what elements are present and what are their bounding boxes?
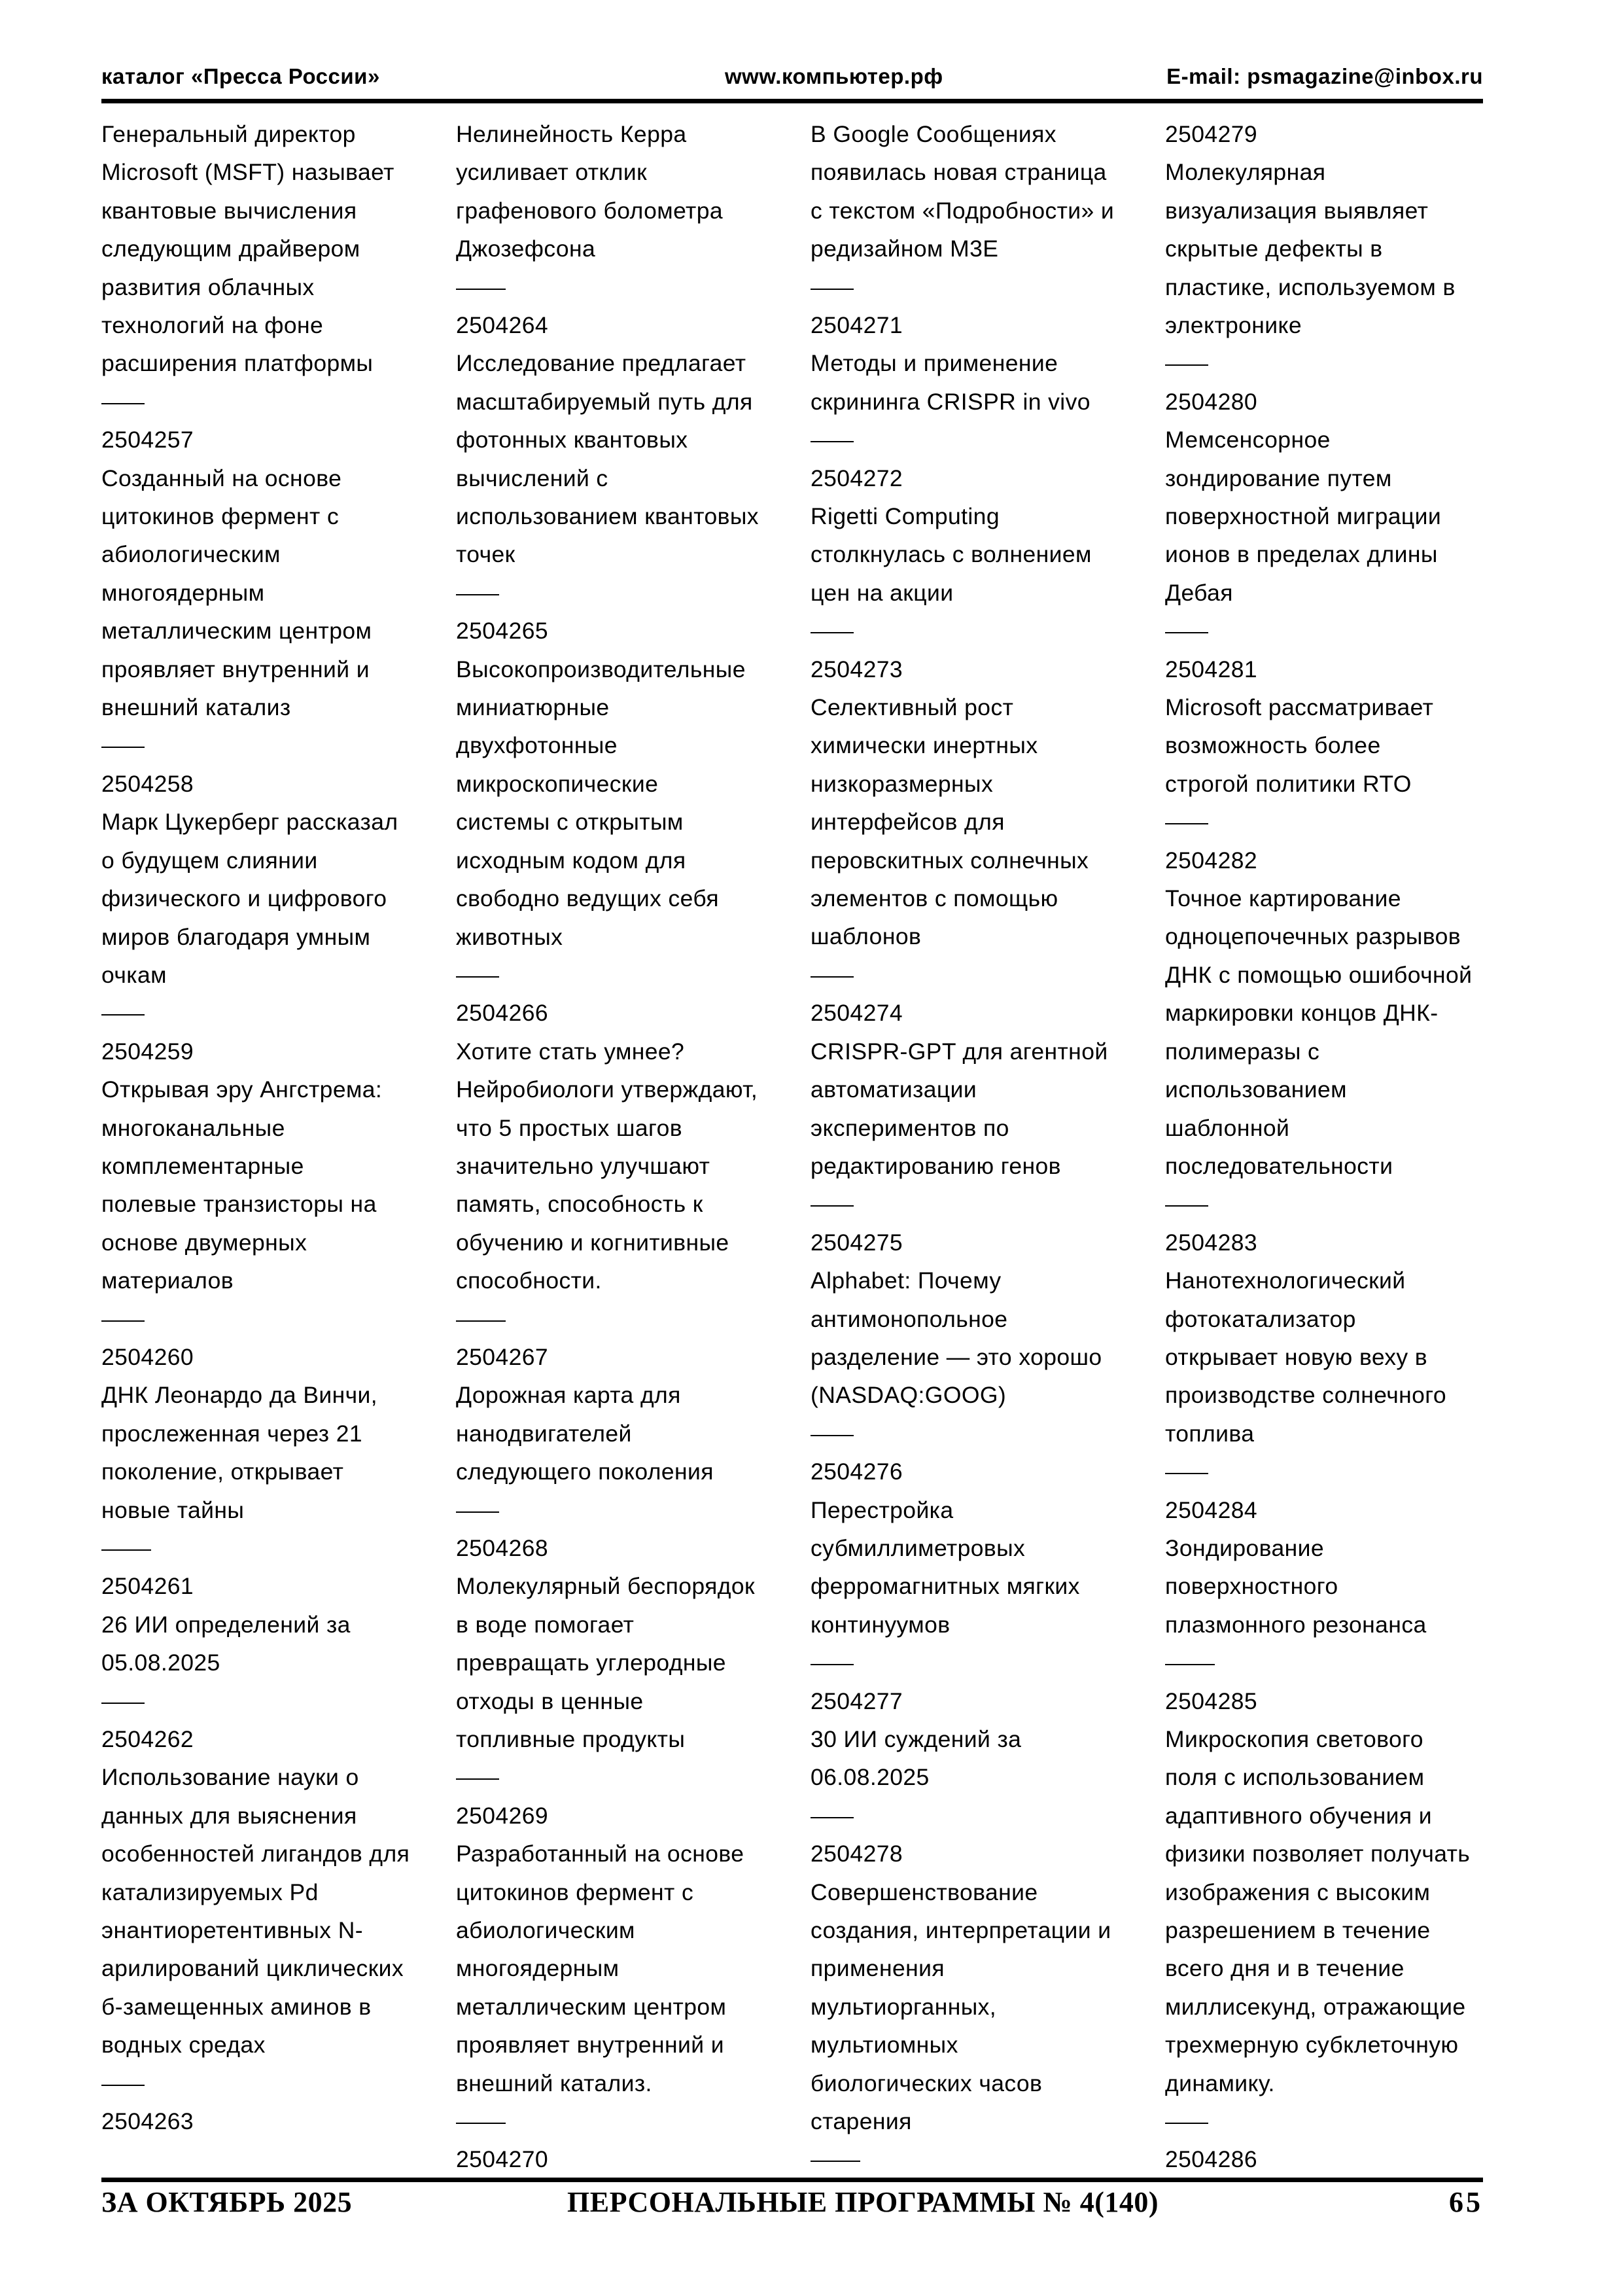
entry-title-line: (NASDAQ:GOOG) bbox=[811, 1382, 1007, 1409]
entry-separator bbox=[101, 726, 458, 764]
entry-title-line: Селективный рост bbox=[811, 694, 1014, 721]
entry-title-line: Молекулярный беспорядок bbox=[456, 1573, 755, 1600]
entry-title-line: абиологическим bbox=[101, 541, 281, 568]
column-4 bbox=[1165, 115, 1531, 2179]
entry-title-line: мультиомных bbox=[811, 2032, 958, 2058]
entry-id: 2504278 bbox=[811, 1841, 903, 1867]
entry-title-line: следующего поколения bbox=[456, 1458, 714, 1485]
entry-id: 2504269 bbox=[456, 1802, 549, 1829]
entry-id: 2504260 bbox=[101, 1343, 194, 1370]
entry-title-line: Microsoft (MSFT) называет bbox=[101, 159, 394, 186]
entry-title-line: Нанотехнологический bbox=[1165, 1267, 1406, 1294]
header-rule bbox=[101, 99, 1483, 103]
entry-title-line: двухфотонные bbox=[456, 732, 618, 759]
magazine-title: ПЕРСОНАЛЬНЫЕ ПРОГРАММЫ № 4(140) bbox=[567, 2186, 1159, 2218]
entry-title-line: цитокинов фермент с bbox=[101, 503, 340, 530]
entry-title-line: электронике bbox=[1165, 312, 1302, 339]
entry-title-line: поверхностной миграции bbox=[1165, 503, 1442, 530]
entry-id: 2504266 bbox=[456, 1000, 549, 1027]
entry-title-line: субмиллиметровых bbox=[811, 1534, 1026, 1561]
entry-separator bbox=[101, 1682, 458, 1720]
entry-title-line: Дебая bbox=[1165, 579, 1233, 606]
entry-separator bbox=[811, 421, 1167, 459]
entry-title-line: с текстом «Подробности» и bbox=[811, 197, 1115, 224]
entry-id: 2504285 bbox=[1165, 1687, 1258, 1714]
entry-id: 2504272 bbox=[811, 465, 903, 491]
entry-title-line: Microsoft рассматривает bbox=[1165, 694, 1434, 721]
entry-title-line: основе двумерных bbox=[101, 1229, 307, 1256]
entry-title-line: проявляет внутренний и bbox=[101, 656, 370, 682]
entry-separator bbox=[101, 383, 458, 421]
entry-title-line: мультиорганных, bbox=[811, 1993, 997, 2020]
entry-id: 2504261 bbox=[101, 1573, 194, 1600]
entry-title-line: Хотите стать умнее? bbox=[456, 1038, 685, 1065]
entry-title-line: маркировки концов ДНК- bbox=[1165, 1000, 1439, 1027]
entry-title-line: Alphabet: Почему bbox=[811, 1267, 1002, 1294]
entry-id: 2504259 bbox=[101, 1038, 194, 1065]
entry-title-line: открывает новую веху в bbox=[1165, 1343, 1428, 1370]
entry-separator bbox=[1165, 2102, 1531, 2140]
entry-title-line: 26 ИИ определений за bbox=[101, 1611, 351, 1638]
entry-id: 2504270 bbox=[456, 2146, 549, 2173]
entry-title-line: континуумов bbox=[811, 1611, 951, 1638]
entry-title-line: поколение, открывает bbox=[101, 1458, 344, 1485]
entry-separator bbox=[456, 1300, 812, 1338]
entry-id: 2504263 bbox=[101, 2108, 194, 2135]
entry-title-line: топлива bbox=[1165, 1420, 1255, 1447]
entry-title-line: многоядерным bbox=[101, 579, 265, 606]
entry-title-line: топливные продукты bbox=[456, 1725, 686, 1752]
entry-title-line: квантовые вычисления bbox=[101, 197, 357, 224]
entry-id: 2504262 bbox=[101, 1725, 194, 1752]
entry-title-line: цен на акции bbox=[811, 579, 954, 606]
entry-id: 2504283 bbox=[1165, 1229, 1258, 1256]
entry-id: 2504265 bbox=[456, 618, 549, 645]
entry-title-line: способности. bbox=[456, 1267, 602, 1294]
entry-title-line: поля с использованием bbox=[1165, 1764, 1425, 1791]
entry-separator bbox=[456, 574, 812, 612]
entry-title-line: 30 ИИ суждений за bbox=[811, 1725, 1022, 1752]
entry-id: 2504282 bbox=[1165, 847, 1258, 874]
entry-separator bbox=[1165, 344, 1531, 382]
entry-title-line: Марк Цукерберг рассказал bbox=[101, 809, 398, 836]
entry-title-line: динамику. bbox=[1165, 2070, 1275, 2096]
entry-title-line: зондирование путем bbox=[1165, 465, 1392, 491]
issue-month: ЗА ОКТЯБРЬ 2025 bbox=[101, 2186, 353, 2218]
entry-title-line: материалов bbox=[101, 1267, 234, 1294]
entry-title-line: свободно ведущих себя bbox=[456, 885, 719, 912]
entry-title-line: ионов в пределах длины bbox=[1165, 541, 1438, 568]
entry-id: 2504280 bbox=[1165, 388, 1258, 415]
entry-title-line: фотокатализатор bbox=[1165, 1305, 1356, 1332]
entry-title-line: экспериментов по bbox=[811, 1114, 1009, 1141]
entry-title-line: проявляет внутренний и bbox=[456, 2032, 724, 2058]
entry-separator bbox=[811, 268, 1167, 306]
entry-title-line: Микроскопия светового bbox=[1165, 1725, 1423, 1752]
entry-title-line: системы с открытым bbox=[456, 809, 684, 836]
entry-title-line: Нейробиологи утверждают, bbox=[456, 1076, 758, 1103]
entry-title-line: графенового болометра bbox=[456, 197, 723, 224]
entry-title-line: очкам bbox=[101, 961, 167, 988]
entry-title-line: скрытые дефекты в bbox=[1165, 236, 1383, 262]
entry-title-line: плазмонного резонанса bbox=[1165, 1611, 1427, 1638]
entry-title-line: Rigetti Computing bbox=[811, 503, 1000, 530]
entry-separator bbox=[456, 268, 812, 306]
entry-title-line: фотонных квантовых bbox=[456, 427, 688, 453]
entry-title-line: усиливает отклик bbox=[456, 159, 647, 186]
entry-title-line: всего дня и в течение bbox=[1165, 1955, 1405, 1982]
entry-separator bbox=[1165, 1185, 1531, 1223]
entry-separator bbox=[811, 1415, 1167, 1453]
entry-separator bbox=[456, 1758, 812, 1796]
entry-title-line: Дорожная карта для bbox=[456, 1382, 681, 1409]
entry-title-line: В Google Сообщениях bbox=[811, 121, 1056, 147]
entry-title-line: строгой политики RTO bbox=[1165, 770, 1412, 797]
entry-title-line: редизайном M3E bbox=[811, 236, 999, 262]
entry-separator bbox=[101, 1529, 458, 1567]
entry-title-line: Точное картирование bbox=[1165, 885, 1401, 912]
entry-title-line: трехмерную субклеточную bbox=[1165, 2032, 1459, 2058]
page-header bbox=[101, 64, 1483, 93]
entry-title-line: технологий на фоне bbox=[101, 312, 324, 339]
entry-title-line: столкнулась с волнением bbox=[811, 541, 1092, 568]
entry-id: 2504284 bbox=[1165, 1496, 1258, 1523]
entry-title-line: создания, интерпретации и bbox=[811, 1916, 1111, 1943]
entry-title-line: шаблонов bbox=[811, 923, 922, 950]
entry-title-line: отходы в ценные bbox=[456, 1687, 644, 1714]
entry-separator bbox=[1165, 803, 1531, 841]
entry-title-line: 06.08.2025 bbox=[811, 1764, 930, 1791]
entry-title-line: энантиоретентивных N- bbox=[101, 1917, 363, 1943]
entry-title-line: Исследование предлагает bbox=[456, 350, 746, 377]
entry-title-line: внешний катализ. bbox=[456, 2070, 652, 2096]
entry-title-line: скрининга CRISPR in vivo bbox=[811, 388, 1091, 415]
entry-title-line: развития облачных bbox=[101, 274, 315, 300]
entry-title-line: микроскопические bbox=[456, 770, 659, 797]
entry-separator bbox=[811, 956, 1167, 994]
entry-title-line: значительно улучшают bbox=[456, 1152, 710, 1179]
entry-id: 2504279 bbox=[1165, 121, 1258, 147]
entry-title-line: поверхностного bbox=[1165, 1573, 1338, 1600]
entry-separator bbox=[101, 1300, 458, 1338]
entry-title-line: ДНК Леонардо да Винчи, bbox=[101, 1382, 378, 1409]
entry-title-line: редактированию генов bbox=[811, 1152, 1061, 1179]
entry-id: 2504281 bbox=[1165, 656, 1258, 682]
entry-id: 2504267 bbox=[456, 1343, 549, 1370]
entry-title-line: прослеженная через 21 bbox=[101, 1420, 363, 1447]
entry-id: 2504264 bbox=[456, 312, 549, 339]
entry-title-line: следующим драйвером bbox=[101, 236, 360, 262]
entry-title-line: адаптивного обучения и bbox=[1165, 1802, 1432, 1829]
entry-title-line: Совершенствование bbox=[811, 1879, 1038, 1905]
entry-title-line: Разработанный на основе bbox=[456, 1841, 744, 1867]
entry-title-line: Открывая эру Ангстрема: bbox=[101, 1076, 383, 1103]
entry-title-line: химически инертных bbox=[811, 732, 1038, 759]
entry-title-line: абиологическим bbox=[456, 1917, 635, 1943]
entry-id: 2504258 bbox=[101, 770, 194, 797]
entry-title-line: пластике, используемом в bbox=[1165, 274, 1456, 300]
entry-title-line: Джозефсона bbox=[456, 236, 596, 262]
entry-title-line: возможность более bbox=[1165, 732, 1381, 759]
entry-title-line: автоматизации bbox=[811, 1076, 977, 1103]
entry-title-line: последовательности bbox=[1165, 1152, 1393, 1179]
entry-title-line: данных для выяснения bbox=[101, 1802, 357, 1829]
entry-title-line: разрешением в течение bbox=[1165, 1917, 1431, 1943]
column-1 bbox=[101, 115, 458, 2140]
entry-title-line: Мемсенсорное bbox=[1165, 427, 1331, 453]
footer-rule bbox=[101, 2178, 1483, 2182]
entry-title-line: о будущем слиянии bbox=[101, 847, 318, 874]
entry-title-line: шаблонной bbox=[1165, 1114, 1290, 1141]
entry-title-line: разделение — это хорошо bbox=[811, 1343, 1102, 1370]
entry-title-line: исходным кодом для bbox=[456, 847, 686, 874]
entry-title-line: арилирований циклических bbox=[101, 1955, 404, 1982]
entry-title-line: элементов с помощью bbox=[811, 885, 1058, 912]
entry-id: 2504286 bbox=[1165, 2146, 1258, 2173]
entry-title-line: Высокопроизводительные bbox=[456, 656, 746, 682]
entry-title-line: превращать углеродные bbox=[456, 1650, 726, 1676]
entry-title-line: физического и цифрового bbox=[101, 885, 387, 912]
entry-title-line: использованием bbox=[1165, 1076, 1347, 1103]
entry-title-line: старения bbox=[811, 2108, 912, 2134]
article-columns bbox=[101, 115, 1521, 2176]
entry-title-line: обучению и когнитивные bbox=[456, 1229, 729, 1256]
entry-separator bbox=[811, 1797, 1167, 1835]
entry-title-line: многоядерным bbox=[456, 1955, 620, 1982]
entry-title-line: вычислений с bbox=[456, 465, 608, 491]
entry-title-line: миниатюрные bbox=[456, 694, 610, 721]
entry-title-line: появилась новая страница bbox=[811, 159, 1107, 186]
entry-id: 2504275 bbox=[811, 1229, 903, 1256]
entry-title-line: Перестройка bbox=[811, 1496, 954, 1523]
entry-title-line: применения bbox=[811, 1955, 945, 1982]
entry-title-line: миллисекунд, отражающие bbox=[1165, 1993, 1466, 2020]
entry-id: 2504273 bbox=[811, 656, 903, 682]
entry-title-line: нанодвигателей bbox=[456, 1420, 632, 1447]
entry-title-line: Использование науки о bbox=[101, 1764, 359, 1791]
entry-title-line: б-замещенных аминов в bbox=[101, 1993, 372, 2020]
entry-title-line: металлическим центром bbox=[101, 618, 372, 645]
entry-id: 2504257 bbox=[101, 427, 194, 453]
entry-title-line: особенностей лигандов для bbox=[101, 1841, 410, 1867]
entry-title-line: одноцепочечных разрывов bbox=[1165, 923, 1461, 950]
entry-title-line: цитокинов фермент с bbox=[456, 1879, 694, 1905]
entry-title-line: перовскитных солнечных bbox=[811, 847, 1089, 874]
email-link[interactable]: E-mail: psmagazine@inbox.ru bbox=[1166, 64, 1483, 88]
entry-separator bbox=[456, 956, 812, 994]
entry-separator bbox=[811, 1185, 1167, 1223]
entry-separator bbox=[1165, 1644, 1531, 1682]
entry-separator bbox=[101, 2064, 458, 2102]
entry-title-line: многоканальные bbox=[101, 1114, 285, 1141]
entry-title-line: миров благодаря умным bbox=[101, 923, 371, 950]
entry-title-line: Созданный на основе bbox=[101, 465, 342, 491]
entry-title-line: что 5 простых шагов bbox=[456, 1114, 683, 1141]
entry-title-line: интерфейсов для bbox=[811, 809, 1005, 836]
entry-title-line: катализируемых Pd bbox=[101, 1879, 319, 1905]
entry-title-line: антимонопольное bbox=[811, 1305, 1008, 1332]
entry-title-line: комплементарные bbox=[101, 1152, 304, 1179]
entry-separator bbox=[811, 612, 1167, 650]
entry-id: 2504277 bbox=[811, 1687, 903, 1714]
entry-separator bbox=[1165, 1453, 1531, 1491]
entry-title-line: CRISPR-GPT для агентной bbox=[811, 1038, 1108, 1065]
entry-title-line: ферромагнитных мягких bbox=[811, 1573, 1080, 1600]
entry-separator bbox=[811, 1644, 1167, 1682]
entry-title-line: визуализация выявляет bbox=[1165, 197, 1429, 224]
page-footer bbox=[101, 2185, 1483, 2225]
entry-title-line: в воде помогает bbox=[456, 1611, 635, 1638]
entry-separator bbox=[456, 1491, 812, 1529]
entry-title-line: низкоразмерных bbox=[811, 770, 994, 797]
entry-id: 2504274 bbox=[811, 1000, 903, 1027]
entry-title-line: Генеральный директор bbox=[101, 121, 356, 147]
entry-title-line: расширения платформы bbox=[101, 350, 374, 377]
entry-separator bbox=[101, 994, 458, 1032]
entry-title-line: Зондирование bbox=[1165, 1534, 1325, 1561]
entry-separator bbox=[811, 2140, 1167, 2178]
entry-title-line: новые тайны bbox=[101, 1496, 245, 1523]
entry-title-line: Методы и применение bbox=[811, 350, 1058, 377]
entry-title-line: водных средах bbox=[101, 2032, 266, 2058]
entry-id: 2504268 bbox=[456, 1534, 549, 1561]
website-link[interactable]: www.компьютер.рф bbox=[725, 64, 943, 88]
entry-title-line: полимеразы с bbox=[1165, 1038, 1320, 1065]
entry-title-line: ДНК с помощью ошибочной bbox=[1165, 961, 1473, 988]
entry-title-line: Молекулярная bbox=[1165, 159, 1326, 186]
entry-title-line: полевые транзисторы на bbox=[101, 1191, 377, 1218]
entry-title-line: физики позволяет получать bbox=[1165, 1841, 1471, 1867]
entry-title-line: изображения с высоким bbox=[1165, 1879, 1431, 1905]
entry-title-line: масштабируемый путь для bbox=[456, 388, 753, 415]
catalog-label: каталог «Пресса России» bbox=[101, 64, 380, 88]
entry-id: 2504276 bbox=[811, 1458, 903, 1485]
entry-title-line: память, способность к bbox=[456, 1191, 703, 1218]
entry-title-line: производстве солнечного bbox=[1165, 1382, 1446, 1409]
column-2 bbox=[456, 115, 812, 2179]
entry-title-line: биологических часов bbox=[811, 2070, 1043, 2096]
entry-title-line: 05.08.2025 bbox=[101, 1650, 220, 1676]
entry-title-line: внешний катализ bbox=[101, 694, 291, 721]
entry-title-line: Нелинейность Керра bbox=[456, 121, 687, 147]
entry-separator bbox=[456, 2102, 812, 2140]
entry-title-line: использованием квантовых bbox=[456, 503, 759, 530]
entry-title-line: металлическим центром bbox=[456, 1993, 727, 2020]
entry-separator bbox=[1165, 612, 1531, 650]
entry-id: 2504271 bbox=[811, 312, 903, 339]
page-number: 65 bbox=[1449, 2186, 1483, 2218]
entry-title-line: точек bbox=[456, 541, 515, 568]
entry-title-line: животных bbox=[456, 923, 563, 950]
column-3 bbox=[811, 115, 1167, 2179]
